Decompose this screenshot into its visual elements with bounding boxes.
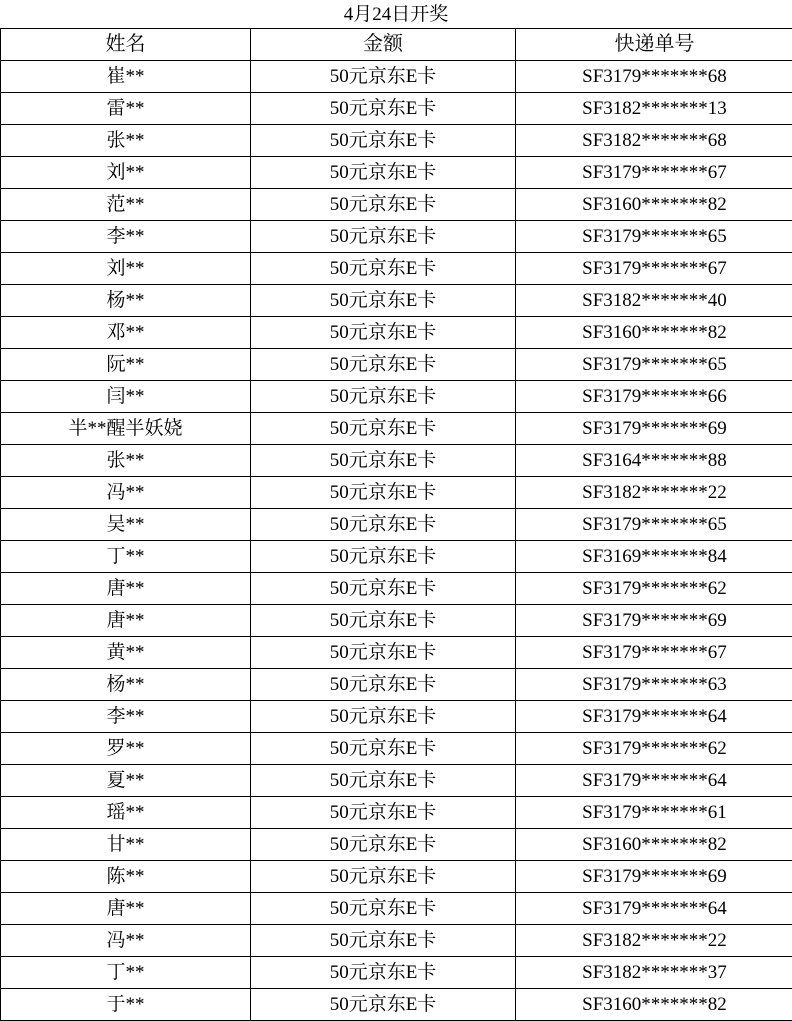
- tracking-number: SF3179*******61: [516, 797, 792, 829]
- prize-amount: 50元京东E卡: [251, 285, 516, 317]
- prize-amount: 50元京东E卡: [251, 477, 516, 509]
- table-row: [1, 957, 792, 989]
- winner-name: 李**: [1, 701, 251, 733]
- table-row: [1, 189, 792, 221]
- winner-name: 冯**: [1, 925, 251, 957]
- table-row: [1, 157, 792, 189]
- prize-amount: 50元京东E卡: [251, 221, 516, 253]
- table-row: [1, 829, 792, 861]
- winner-name: 吴**: [1, 509, 251, 541]
- winner-name: 李**: [1, 221, 251, 253]
- prize-amount: 50元京东E卡: [251, 925, 516, 957]
- table-row: [1, 349, 792, 381]
- table-row: [1, 93, 792, 125]
- winner-name: 丁**: [1, 957, 251, 989]
- tracking-number: SF3179*******68: [516, 61, 792, 93]
- tracking-number: SF3169*******84: [516, 541, 792, 573]
- prize-amount: 50元京东E卡: [251, 125, 516, 157]
- table-header-row: [1, 29, 792, 61]
- winner-name: 唐**: [1, 893, 251, 925]
- winner-name: 冯**: [1, 477, 251, 509]
- table-row: [1, 765, 792, 797]
- prize-amount: 50元京东E卡: [251, 253, 516, 285]
- table-row: [1, 413, 792, 445]
- prize-amount: 50元京东E卡: [251, 61, 516, 93]
- prize-amount: 50元京东E卡: [251, 189, 516, 221]
- table-row: [1, 605, 792, 637]
- prize-amount: 50元京东E卡: [251, 509, 516, 541]
- table-row: [1, 637, 792, 669]
- table-row: [1, 285, 792, 317]
- table-body: [1, 61, 792, 1021]
- prize-amount: 50元京东E卡: [251, 957, 516, 989]
- winner-name: 杨**: [1, 285, 251, 317]
- table-row: [1, 317, 792, 349]
- winner-name: 张**: [1, 125, 251, 157]
- tracking-number: SF3182*******22: [516, 477, 792, 509]
- winner-name: 阮**: [1, 349, 251, 381]
- prize-amount: 50元京东E卡: [251, 605, 516, 637]
- winner-name: 邓**: [1, 317, 251, 349]
- tracking-number: SF3179*******62: [516, 573, 792, 605]
- header-amount: 金额: [251, 29, 516, 61]
- prize-amount: 50元京东E卡: [251, 797, 516, 829]
- draw-date-title: 4月24日开奖: [0, 0, 792, 28]
- winner-name: 丁**: [1, 541, 251, 573]
- winner-name: 夏**: [1, 765, 251, 797]
- prize-amount: 50元京东E卡: [251, 861, 516, 893]
- prize-amount: 50元京东E卡: [251, 445, 516, 477]
- tracking-number: SF3182*******68: [516, 125, 792, 157]
- tracking-number: SF3179*******67: [516, 157, 792, 189]
- tracking-number: SF3182*******22: [516, 925, 792, 957]
- winner-name: 黄**: [1, 637, 251, 669]
- header-tracking-number: 快递单号: [516, 29, 792, 61]
- table-row: [1, 381, 792, 413]
- table-row: [1, 861, 792, 893]
- table-row: [1, 573, 792, 605]
- table-row: [1, 893, 792, 925]
- winner-name: 张**: [1, 445, 251, 477]
- winner-name: 半**醒半妖娆: [1, 413, 251, 445]
- winner-name: 崔**: [1, 61, 251, 93]
- tracking-number: SF3179*******65: [516, 221, 792, 253]
- table-row: [1, 509, 792, 541]
- winner-name: 刘**: [1, 157, 251, 189]
- prize-amount: 50元京东E卡: [251, 381, 516, 413]
- prize-amount: 50元京东E卡: [251, 93, 516, 125]
- tracking-number: SF3179*******63: [516, 669, 792, 701]
- tracking-number: SF3179*******67: [516, 253, 792, 285]
- tracking-number: SF3160*******82: [516, 189, 792, 221]
- table-row: [1, 445, 792, 477]
- table-row: [1, 253, 792, 285]
- winner-name: 罗**: [1, 733, 251, 765]
- tracking-number: SF3160*******82: [516, 829, 792, 861]
- prize-amount: 50元京东E卡: [251, 669, 516, 701]
- winner-name: 甘**: [1, 829, 251, 861]
- winner-name: 范**: [1, 189, 251, 221]
- prize-amount: 50元京东E卡: [251, 317, 516, 349]
- winner-name: 陈**: [1, 861, 251, 893]
- tracking-number: SF3182*******40: [516, 285, 792, 317]
- tracking-number: SF3179*******64: [516, 765, 792, 797]
- prize-amount: 50元京东E卡: [251, 349, 516, 381]
- tracking-number: SF3182*******37: [516, 957, 792, 989]
- tracking-number: SF3182*******13: [516, 93, 792, 125]
- table-row: [1, 221, 792, 253]
- table-row: [1, 733, 792, 765]
- prize-amount: 50元京东E卡: [251, 637, 516, 669]
- table-row: [1, 61, 792, 93]
- prize-amount: 50元京东E卡: [251, 413, 516, 445]
- tracking-number: SF3179*******69: [516, 605, 792, 637]
- tracking-number: SF3179*******62: [516, 733, 792, 765]
- tracking-number: SF3179*******64: [516, 701, 792, 733]
- tracking-number: SF3179*******65: [516, 349, 792, 381]
- prize-amount: 50元京东E卡: [251, 893, 516, 925]
- tracking-number: SF3179*******65: [516, 509, 792, 541]
- tracking-number: SF3179*******66: [516, 381, 792, 413]
- table-row: [1, 541, 792, 573]
- prize-amount: 50元京东E卡: [251, 157, 516, 189]
- prize-amount: 50元京东E卡: [251, 829, 516, 861]
- prize-amount: 50元京东E卡: [251, 765, 516, 797]
- table-row: [1, 125, 792, 157]
- table-row: [1, 477, 792, 509]
- tracking-number: SF3179*******67: [516, 637, 792, 669]
- table-row: [1, 925, 792, 957]
- prize-amount: 50元京东E卡: [251, 701, 516, 733]
- winner-name: 刘**: [1, 253, 251, 285]
- winner-name: 闫**: [1, 381, 251, 413]
- table-row: [1, 797, 792, 829]
- tracking-number: SF3179*******69: [516, 861, 792, 893]
- tracking-number: SF3160*******82: [516, 989, 792, 1021]
- winner-name: 瑶**: [1, 797, 251, 829]
- prize-amount: 50元京东E卡: [251, 541, 516, 573]
- winners-table: [0, 28, 792, 1021]
- table-row: [1, 701, 792, 733]
- winner-name: 杨**: [1, 669, 251, 701]
- winner-name: 唐**: [1, 573, 251, 605]
- winner-name: 于**: [1, 989, 251, 1021]
- tracking-number: SF3179*******69: [516, 413, 792, 445]
- header-name: 姓名: [1, 29, 251, 61]
- tracking-number: SF3179*******64: [516, 893, 792, 925]
- tracking-number: SF3164*******88: [516, 445, 792, 477]
- prize-amount: 50元京东E卡: [251, 573, 516, 605]
- winner-name: 雷**: [1, 93, 251, 125]
- prize-amount: 50元京东E卡: [251, 733, 516, 765]
- prize-amount: 50元京东E卡: [251, 989, 516, 1021]
- tracking-number: SF3160*******82: [516, 317, 792, 349]
- table-row: [1, 669, 792, 701]
- winner-name: 唐**: [1, 605, 251, 637]
